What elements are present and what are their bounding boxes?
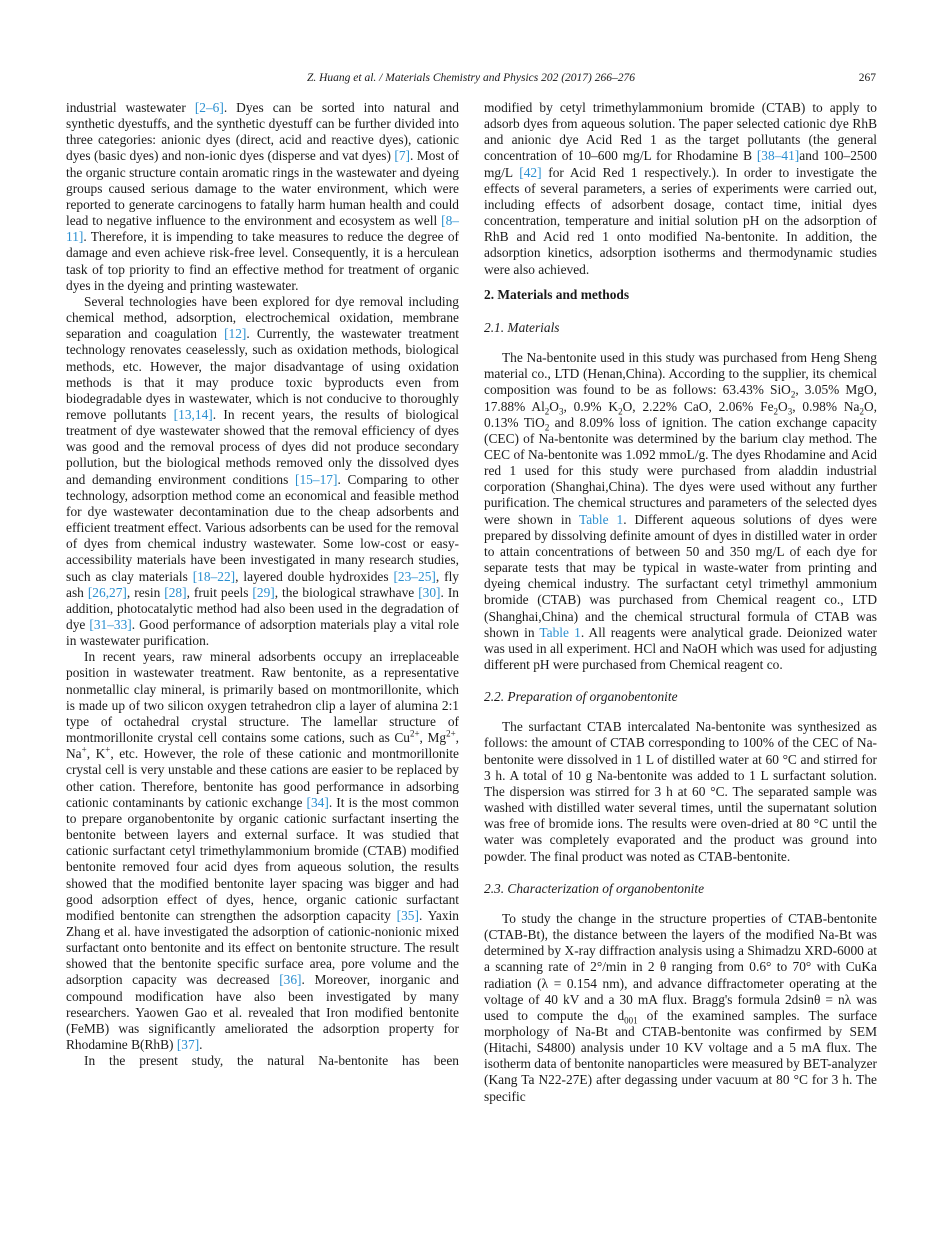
- citation-link[interactable]: [38–41]: [756, 148, 800, 164]
- running-title: Z. Huang et al. / Materials Chemistry and Physics 202 (2017) 266–276: [306, 72, 636, 84]
- subscript: 2: [618, 406, 623, 417]
- superscript: +: [81, 744, 87, 755]
- citation-link[interactable]: [7]: [394, 148, 411, 164]
- text-run: industrial wastewater: [66, 100, 195, 115]
- section-gap: [484, 673, 877, 689]
- text-run: 2. Materials and methods: [484, 286, 630, 302]
- citation-link[interactable]: [15–17]: [295, 471, 338, 487]
- subscript: 2: [544, 406, 550, 417]
- left-column: [66, 100, 459, 1069]
- text-run: , K: [86, 746, 106, 762]
- text-run: O, 0.13% TiO: [484, 398, 878, 430]
- citation-link[interactable]: [12]: [224, 326, 247, 342]
- citation-link[interactable]: Table 1: [539, 624, 581, 640]
- text-run: . It is the most common to prepare organobentonite by organic cationic surfactant inserting the bentonite between layers and external surface. It was studied that cationic surfactant cetyl trimethylammonium bromide (CTAB) modified bentonite removed four acid dyes from aqueous solution, the results showed that the modified bentonite layer spacing was bigger and had good adsorption effect of dyes, hence, organic cationic surfactant modified bentonite can strengthen the adsorption capacity: [66, 794, 459, 923]
- citation-link[interactable]: [23–25]: [393, 568, 436, 584]
- citation-link[interactable]: [34]: [306, 794, 329, 810]
- citation-link[interactable]: [35]: [396, 907, 419, 923]
- subscript: 3: [787, 406, 793, 417]
- text-run: To study the change in the structure properties of CTAB-bentonite (CTAB-Bt), the distance between the layers of the modified Na-Bt was determined by X-ray diffraction analysis using a Shimadzu XRD-6000 at a scanning rate of 2°/min in 2 θ ranging from 0.6° to 70° with CuKa radiation (λ = 0.154 nm), and advance diffractometer operating at the voltage of 40 kV and a 30 mA flux. Bragg's formula 2dsinθ = nλ was used to compute the d: [484, 910, 877, 1023]
- text-run: . Yaxin Zhang et al. have investigated the adsorption of cationic-nonionic mixed surfactant onto bentonite and its effect on bentonite structure. The result showed that the bentonite specific surface area, pore volume and the adsorption capacity was decreased: [66, 907, 459, 988]
- citation-link[interactable]: [13,14]: [173, 406, 213, 422]
- body-paragraph: [484, 350, 877, 673]
- text-run: O: [778, 398, 788, 414]
- page-number: 267: [858, 72, 876, 84]
- text-run: for Acid Red 1 respectively.). In order to investigate the effects of several parameters, a series of experiments were carried out, including effects of adsorbent dosage, contact time, initial dyes concentration, temperature and initial solution pH on the adsorption of RhB and Acid red 1 onto modified Na-bentonite. In addition, the adsorption kinetics, adsorption isotherms and thermodynamic studies were also achieved.: [484, 164, 877, 277]
- text-run: Several technologies have been explored for dye removal including chemical method, adsorption, electrochemical oxidation, membrane separation and coagulation: [66, 293, 459, 342]
- text-run: The surfactant CTAB intercalated Na-bentonite was synthesized as follows: the amount of CTAB corresponding to 100% of the CEC of Na-bentonite were dissolved in 1 L of distilled water at 60 °C and stirred for 3 h. A total of 10 g Na-bentonite was added to 1 L surfactant solution. The dispersion was stirred for 3 h at 60 °C. The separated sample was washed with distilled water several times, until the supernatant solution was free of bromide ions. The results were oven-dried at 80 °C until the water was completely evaporated and the product was ground into powder. The final product was noted as CTAB-bentonite.: [484, 719, 877, 864]
- section-heading: [484, 287, 877, 303]
- subscript: 3: [558, 406, 564, 417]
- citation-link[interactable]: [18–22]: [192, 568, 236, 584]
- body-paragraph: [484, 100, 877, 278]
- text-run: . Therefore, it is impending to take measures to reduce the degree of damage and even achieve risk-free level. Consequently, it is a herculean task of top priority to find an effective method for treatment of organic dyes in the dyeing and printing wastewater.: [66, 229, 459, 293]
- text-run: modified by cetyl trimethylammonium bromide (CTAB) to apply to adsorb dyes from aqueous solution. The paper selected cationic dye RhB and anionic dye Acid Red 1 as the target pollutants (the general concentration of 10–600 mg/L for Rhodamine B: [484, 100, 877, 164]
- subsection-heading: [484, 689, 877, 705]
- text-run: . Currently, the wastewater treatment technology renovates ceaselessly, such as oxidation methods, biological methods, etc. However, the major disadvantage of using oxidation methods is that it may produce toxic byproducts even from biodegradable dyes in wastewater, which is not conducive to thoroughly remove pollutants: [66, 326, 460, 422]
- citation-link[interactable]: [31–33]: [89, 617, 132, 632]
- subscript: 2: [544, 422, 550, 433]
- text-run: . In addition, photocatalytic method had also been used in the degradation of dye: [66, 584, 459, 632]
- text-run: , Mg: [419, 730, 447, 746]
- subsection-heading: [484, 881, 877, 897]
- text-run: The Na-bentonite used in this study was purchased from Heng Sheng material co., LTD (Henan,China). According to the supplier, its chemical composition was found to be as follows: 63.43% SiO: [484, 350, 877, 398]
- text-run: of the examined samples. The surface morphology of Na-Bt and CTAB-bentonite was confirmed by SEM (Hitachi, S4800) analysis under 10 KV voltage and a 5 mA flux. The isotherm data of bentonite nanoparticles were measured by BET-analyzer (Kang Ta N22-27E) after degassing under vacuum at 80 °C for 3 h. The specific: [484, 1007, 878, 1104]
- text-run: and 100–2500 mg/L: [484, 148, 877, 180]
- text-run: , fruit peels: [186, 584, 253, 600]
- text-run: , layered double hydroxides: [235, 568, 394, 584]
- citation-link[interactable]: [26,27]: [87, 584, 127, 600]
- citation-link[interactable]: [30]: [418, 584, 441, 600]
- text-run: O: [549, 398, 559, 414]
- text-run: , etc. However, the role of these cationic and montmorillonite crystal cell is very unstable and these cations are easier to be replaced by other cation. Therefore, bentonite has good performance in adsorbing cationic contaminants by cationic exchange: [66, 746, 459, 810]
- text-run: . In recent years, the results of biological treatment of dye wastewater showed that the removal efficiency of dyes was good and the removal process of dyes did not produce secondary pollution, but the biological methods removed only the dissolved dyes and demanding environment conditions: [66, 406, 459, 487]
- text-run: In the present study, the natural Na-bentonite has been: [84, 1053, 459, 1069]
- superscript: 2+: [409, 728, 420, 739]
- text-run: , Na: [66, 730, 459, 762]
- text-run: . Comparing to other technology, adsorption method come an economical and feasible method for dye wastewater decontamination due to the cheap adsorbents and efficient treatment effect. Various adsorbents can be used for the removal of dyes from chemical industry wastewater. Some low-cost or easy-accessibility materials have been investigated in many research studies, such as clay materials: [66, 471, 459, 584]
- subscript: 2: [859, 406, 864, 417]
- text-run: , the biological strawhave: [274, 584, 419, 600]
- section-gap: [484, 865, 877, 881]
- body-paragraph: [66, 100, 459, 294]
- text-run: In recent years, raw mineral adsorbents occupy an irreplaceable position in wastewater treatment. Raw bentonite, as a representative nonmetallic clay mineral, is primarily based on montmorillonite, which is made up of two silicon oxygen tetrahedron clip a layer of alumina 2:1 type of octahedral crystal structure. The lamellar structure of montmorillonite crystal cell contains some cations, such as Cu: [66, 649, 459, 746]
- text-run: .: [199, 1037, 203, 1053]
- text-run: . Good performance of adsorption materials play a vital role in wastewater purification.: [66, 617, 460, 649]
- superscript: +: [105, 744, 111, 755]
- text-run: . All reagents were analytical grade. Deionized water was used in all experiment. HCl and NaOH which was used for adjusting different pH were purchased from Chemical reagent co.: [484, 624, 877, 672]
- text-run: , resin: [126, 584, 165, 600]
- citation-link[interactable]: [8–11]: [66, 213, 459, 245]
- citation-link[interactable]: [29]: [252, 584, 275, 600]
- subsection-heading: [484, 320, 877, 336]
- text-run: . Most of the organic structure contain aromatic rings in the wastewater and dyeing groups caused serious damage to the water environment, which were reported to generate carcinogens to fatally harm human health and could lead to negative influence to the environment and ecosystem as well: [66, 148, 459, 229]
- body-paragraph: [66, 1053, 459, 1069]
- text-run: 2.3. Characterization of organobentonite: [484, 880, 705, 896]
- text-run: and 8.09% loss of ignition. The cation exchange capacity (CEC) of Na-bentonite was determined by the barium clay method. The CEC of Na-bentonite was 1.092 mmoL/g. The dyes Rhodamine and Acid red 1 used for this study were purchased from aladdin industrial corporation (Shanghai,China). The dyes were used without any further purification. The chemical structures and parameters of the selected dyes were shown in: [484, 414, 877, 527]
- citation-link[interactable]: [2–6]: [194, 100, 224, 115]
- text-run: . Different aqueous solutions of dyes were prepared by dissolving definite amount of dyes in distilled water in order to attain concentrations of between 50 and 350 mg/L of each dye for separate tests that may be typical in waste-water from printing and dyeing chemical industry. The surfactant cetyl trimethyl ammonium bromide (CTAB) was purchased from Chemical reagent co., LTD (Shanghai,China) and the chemical structural formula of CTAB was shown in: [484, 511, 877, 640]
- body-paragraph: [484, 911, 877, 1105]
- subscript: 2: [773, 406, 779, 417]
- text-run: O, 2.22% CaO, 2.06% Fe: [622, 398, 774, 414]
- text-run: , 3.05% MgO, 17.88% Al: [484, 382, 877, 414]
- right-column: [484, 100, 877, 1105]
- text-run: 2.2. Preparation of organobentonite: [484, 689, 678, 705]
- text-run: . Moreover, inorganic and compound modification have also been investigated by many researchers. Yaowen Gao et al. revealed that Iron modified bentonite (FeMB) was significantly ameliorated the adsorption property for Rhodamine B(RhB): [66, 972, 459, 1053]
- citation-link[interactable]: [42]: [519, 164, 542, 180]
- body-paragraph: [484, 719, 877, 864]
- text-run: , 0.9% K: [563, 398, 619, 414]
- citation-link[interactable]: [36]: [279, 972, 302, 988]
- superscript: 2+: [446, 728, 456, 739]
- subscript: 001: [624, 1015, 638, 1026]
- citation-link[interactable]: Table 1: [579, 511, 624, 527]
- citation-link[interactable]: [28]: [164, 584, 187, 600]
- text-run: , 0.98% Na: [792, 398, 860, 414]
- text-run: , fly ash: [66, 568, 459, 600]
- citation-link[interactable]: [37]: [176, 1037, 200, 1053]
- subscript: 2: [790, 390, 796, 401]
- text-run: 2.1. Materials: [484, 319, 560, 335]
- body-paragraph: [66, 649, 459, 1053]
- text-run: . Dyes can be sorted into natural and synthetic dyestuffs, and the synthetic dyestuff can be further divided into three categories: anionic dyes (direct, acid and reactive dyes), cationic dyes (basic dyes) and non-ionic dyes (disperse and vat dyes): [66, 100, 459, 164]
- body-paragraph: [66, 294, 459, 649]
